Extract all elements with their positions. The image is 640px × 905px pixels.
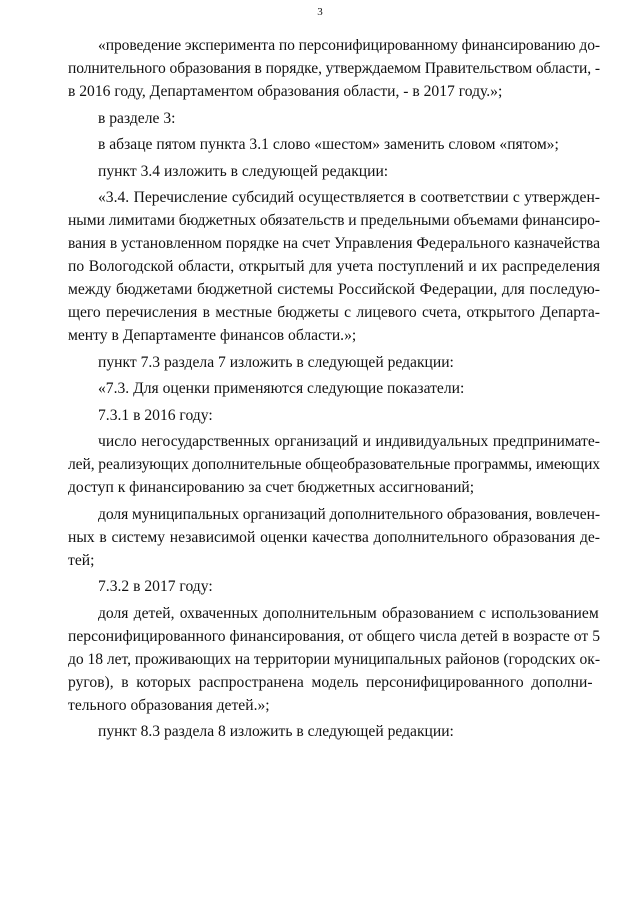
paragraph-point-7-3-text: [68, 377, 600, 400]
paragraph-point-7-3-intro: [68, 351, 600, 374]
paragraph-point-3-4-intro: [68, 160, 600, 183]
paragraph-point-3-4-text: [68, 186, 600, 347]
text-line: вания в установленном порядке на счет Управления Федерального казначейства: [68, 235, 600, 252]
text-line: ными лимитами бюджетных обязательств и предельными объемами финансиро-: [68, 212, 600, 229]
text-line: в абзаце пятом пункта 3.1 слово «шестом» заменить словом «пятом»;: [98, 136, 559, 153]
paragraph-indicator-municipal-orgs: [68, 503, 600, 572]
text-line: полнительного образования в порядке, утверждаемом Правительством области, -: [68, 60, 600, 77]
text-line: лей, реализующих дополнительные общеобразовательные программы, имеющих: [68, 456, 600, 473]
paragraph-point-8-3-intro: [68, 720, 600, 743]
text-line: «3.4. Перечисление субсидий осуществляется в соответствии с утвержден-: [98, 189, 600, 206]
page-number: 3: [317, 6, 323, 18]
text-line: 7.3.2 в 2017 году:: [98, 578, 213, 595]
text-line: по Вологодской области, открытый для учета поступлений и их распределения: [68, 258, 600, 275]
paragraph-indicator-children-share: [68, 602, 600, 717]
text-line: между бюджетами бюджетной системы Российской Федерации, для последую-: [68, 281, 600, 298]
paragraph-experiment-funding: [68, 34, 600, 103]
text-line: доля муниципальных организаций дополнительного образования, вовлечен-: [98, 505, 600, 523]
text-line: щего перечисления в местные бюджеты с лицевого счета, открытого Департа-: [68, 304, 600, 321]
text-line: 7.3.1 в 2016 году:: [98, 406, 213, 424]
paragraph-indicator-nongov-orgs: [68, 430, 600, 499]
text-line: тей;: [68, 551, 95, 569]
paragraph-point-7-3-1: [68, 404, 600, 427]
paragraph-point-7-3-2: [68, 575, 600, 598]
paragraph-section-3: [68, 107, 600, 130]
text-line: «проведение эксперимента по персонифицированному финансированию до-: [98, 37, 600, 54]
text-line: пункт 3.4 изложить в следующей редакции:: [98, 162, 389, 180]
text-line: доступ к финансированию за счет бюджетных ассигнований;: [68, 479, 475, 496]
text-line: пункт 7.3 раздела 7 изложить в следующей редакции:: [98, 353, 454, 371]
text-line: доля детей, охваченных дополнительным образованием с использованием: [98, 604, 599, 622]
text-line: пункт 8.3 раздела 8 изложить в следующей редакции:: [98, 723, 454, 740]
text-line: ных в систему независимой оценки качества дополнительного образования де-: [68, 528, 600, 546]
text-line: до 18 лет, проживающих на территории муниципальных районов (городских ок-: [68, 650, 600, 668]
paragraph-point-3-1: [68, 133, 600, 156]
text-line: тельного образования детей.»;: [68, 696, 270, 714]
text-line: ругов), в которых распространена модель персонифицированного дополни-: [68, 673, 593, 691]
text-line: число негосударственных организаций и индивидуальных предпринимате-: [98, 433, 600, 450]
text-line: менту в Департаменте финансов области.»;: [68, 327, 357, 344]
text-line: в 2016 году, Департаментом образования области, - в 2017 году.»;: [68, 83, 503, 100]
text-line: в разделе 3:: [98, 109, 176, 127]
document-body: [68, 34, 600, 747]
text-line: «7.3. Для оценки применяются следующие показатели:: [98, 380, 465, 397]
text-line: персонифицированного финансирования, от общего числа детей в возрасте от 5: [68, 627, 600, 645]
